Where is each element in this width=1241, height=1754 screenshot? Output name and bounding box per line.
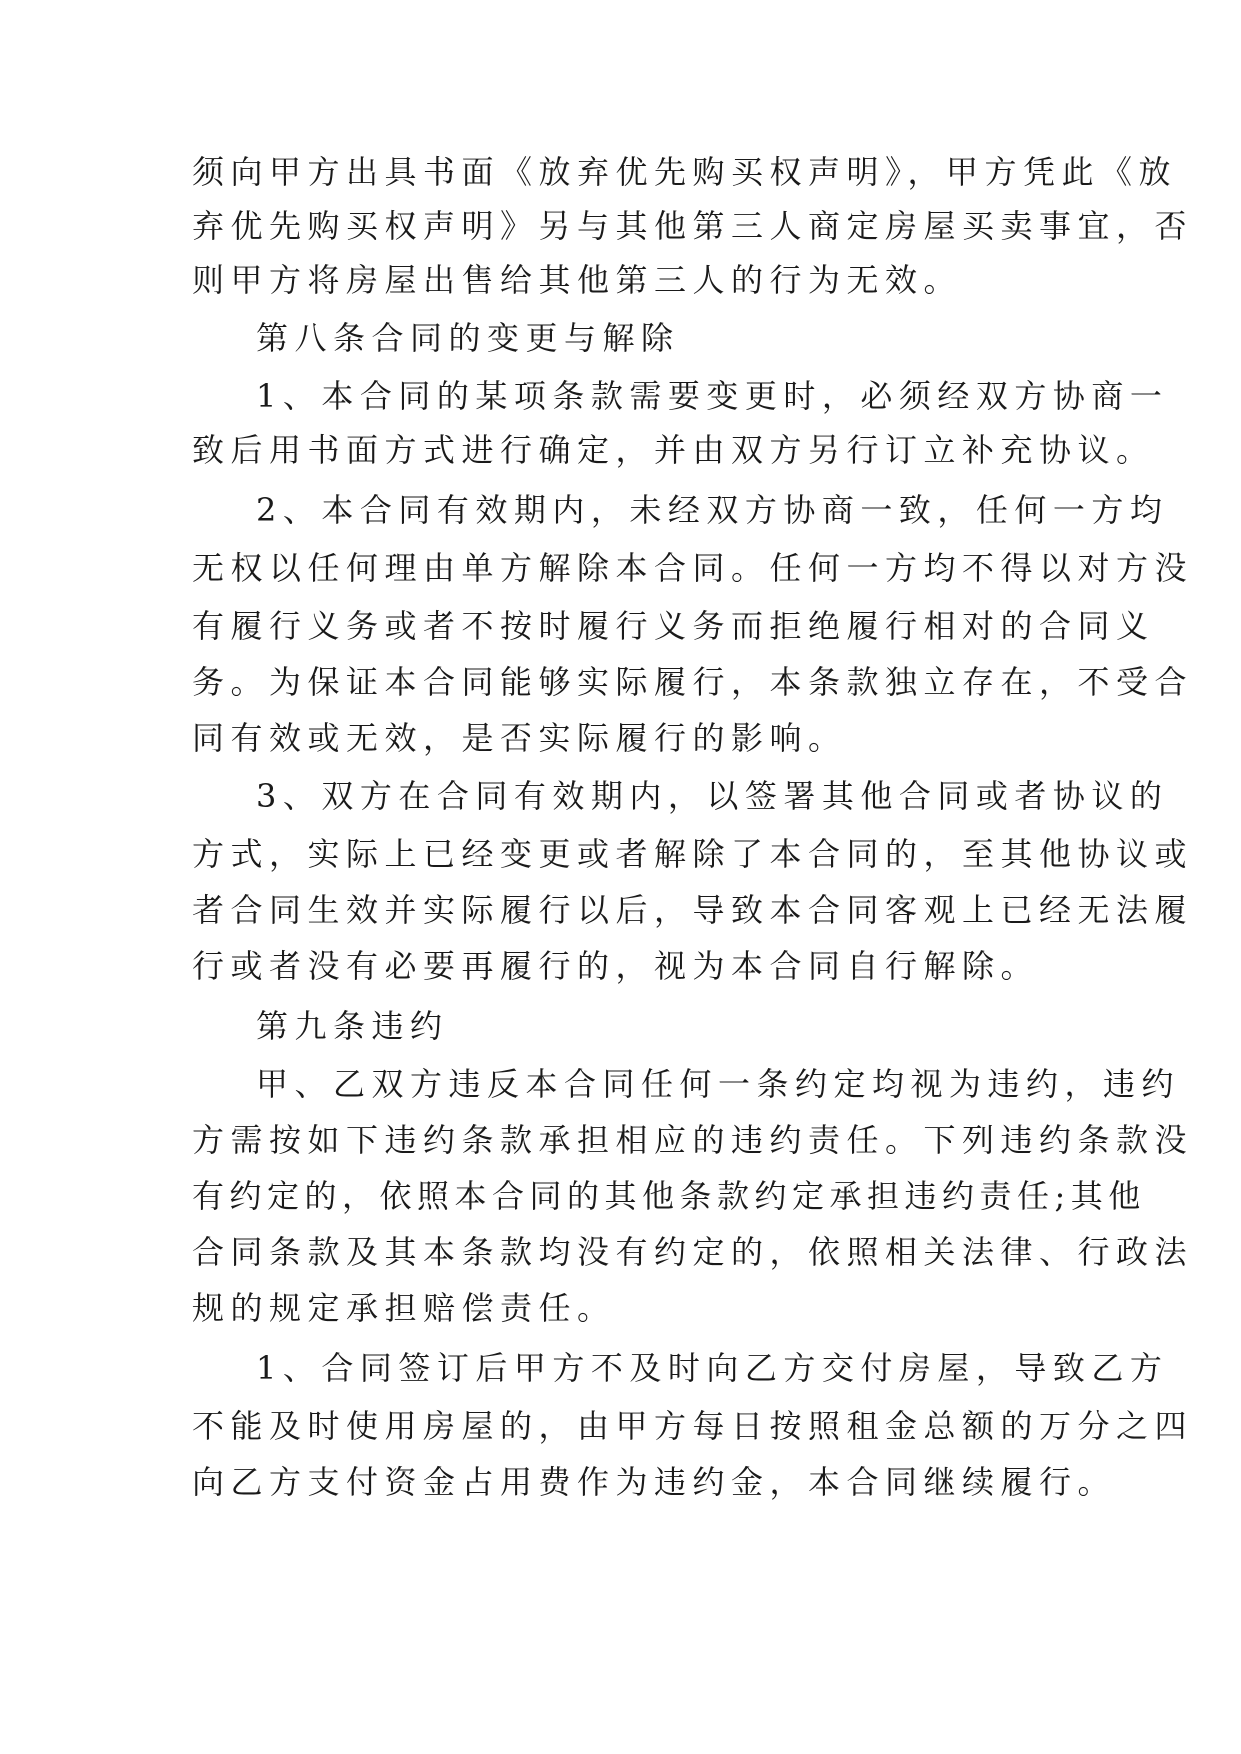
text-line: 向乙方支付资金占用费作为违约金，本合同继续履行。 <box>192 1463 1117 1501</box>
text-line: 同有效或无效，是否实际履行的影响。 <box>192 719 847 757</box>
text-line: 弃优先购买权声明》另与其他第三人商定房屋买卖事宜，否 <box>192 207 1194 245</box>
section-heading: 第八条合同的变更与解除 <box>256 319 680 357</box>
text-line: 合同条款及其本条款均没有约定的，依照相关法律、行政法 <box>192 1233 1194 1271</box>
text-line: 甲、乙双方违反本合同任何一条约定均视为违约，违约 <box>256 1065 1181 1103</box>
text-line: 者合同生效并实际履行以后，导致本合同客观上已经无法履 <box>192 891 1194 929</box>
text-line: 行或者没有必要再履行的，视为本合同自行解除。 <box>192 947 1040 985</box>
text-line: 有履行义务或者不按时履行义务而拒绝履行相对的合同义 <box>192 607 1155 645</box>
text-line: 则甲方将房屋出售给其他第三人的行为无效。 <box>192 261 963 299</box>
text-line: 无权以任何理由单方解除本合同。任何一方均不得以对方没 <box>192 549 1194 587</box>
text-line: 规的规定承担赔偿责任。 <box>192 1289 616 1327</box>
text-line: 不能及时使用房屋的，由甲方每日按照租金总额的万分之四 <box>192 1407 1194 1445</box>
text-line: 有约定的，依照本合同的其他条款约定承担违约责任;其他 <box>192 1177 1146 1215</box>
text-line: 1、合同签订后甲方不及时向乙方交付房屋，导致乙方 <box>256 1349 1169 1387</box>
text-line: 方需按如下违约条款承担相应的违约责任。下列违约条款没 <box>192 1121 1194 1159</box>
text-line: 致后用书面方式进行确定，并由双方另行订立补充协议。 <box>192 431 1155 469</box>
text-line: 方式，实际上已经变更或者解除了本合同的，至其他协议或 <box>192 835 1194 873</box>
text-line: 务。为保证本合同能够实际履行，本条款独立存在，不受合 <box>192 663 1194 701</box>
text-line: 1、本合同的某项条款需要变更时，必须经双方协商一 <box>256 377 1169 415</box>
section-heading: 第九条违约 <box>256 1007 449 1045</box>
text-line: 2、本合同有效期内，未经双方协商一致，任何一方均 <box>256 491 1169 529</box>
text-line: 3、双方在合同有效期内，以签署其他合同或者协议的 <box>256 777 1169 815</box>
text-line: 须向甲方出具书面《放弃优先购买权声明》，甲方凭此《放 <box>192 153 1178 191</box>
